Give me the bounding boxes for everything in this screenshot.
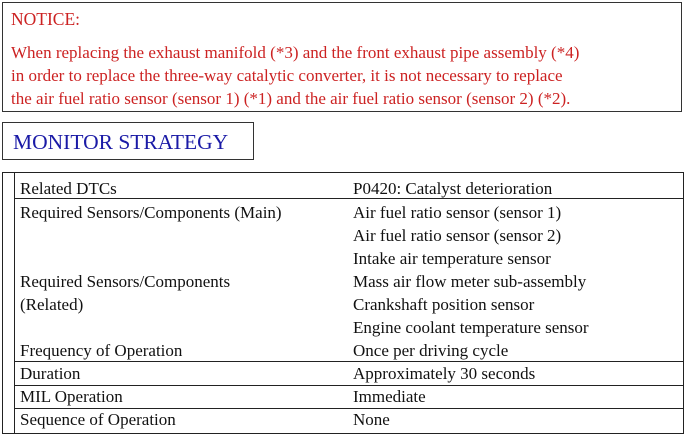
related-dtcs-value: P0420: Catalyst deterioration <box>353 179 553 198</box>
frequency-value: Once per driving cycle <box>353 341 509 360</box>
frequency-label: Frequency of Operation <box>20 341 183 360</box>
section-heading-box <box>2 122 254 160</box>
duration-label: Duration <box>20 364 81 383</box>
monitor-strategy-table <box>2 172 684 434</box>
section-title: MONITOR STRATEGY <box>13 130 229 154</box>
required-related-label-line-2: (Related) <box>20 295 84 314</box>
mil-operation-label: MIL Operation <box>20 387 123 406</box>
row-divider <box>14 385 683 386</box>
required-related-label-line-1: Required Sensors/Components <box>20 272 231 291</box>
row-divider <box>14 361 683 362</box>
related-dtcs-label: Related DTCs <box>20 179 117 198</box>
required-related-value-2: Crankshaft position sensor <box>353 295 535 314</box>
duration-value: Approximately 30 seconds <box>353 364 536 383</box>
required-main-value-2: Air fuel ratio sensor (sensor 2) <box>353 226 562 245</box>
notice-box <box>2 2 682 112</box>
sequence-value: None <box>353 410 390 429</box>
required-related-value-3: Engine coolant temperature sensor <box>353 318 589 337</box>
sequence-label: Sequence of Operation <box>20 410 176 429</box>
table-left-rule <box>14 173 15 433</box>
required-related-value-1: Mass air flow meter sub-assembly <box>353 272 587 291</box>
notice-text-line-2: in order to replace the three-way catalytic converter, it is not necessary to replace <box>11 66 563 85</box>
row-divider <box>14 408 683 409</box>
notice-text-line-3: the air fuel ratio sensor (sensor 1) (*1) and the air fuel ratio sensor (sensor 2) (*2). <box>11 89 571 108</box>
required-main-label: Required Sensors/Components (Main) <box>20 203 282 222</box>
required-main-value-1: Air fuel ratio sensor (sensor 1) <box>353 203 562 222</box>
notice-title: NOTICE: <box>11 9 81 29</box>
notice-text-line-1: When replacing the exhaust manifold (*3) and the front exhaust pipe assembly (*4) <box>11 43 580 62</box>
mil-operation-value: Immediate <box>353 387 426 406</box>
required-main-value-3: Intake air temperature sensor <box>353 249 551 268</box>
